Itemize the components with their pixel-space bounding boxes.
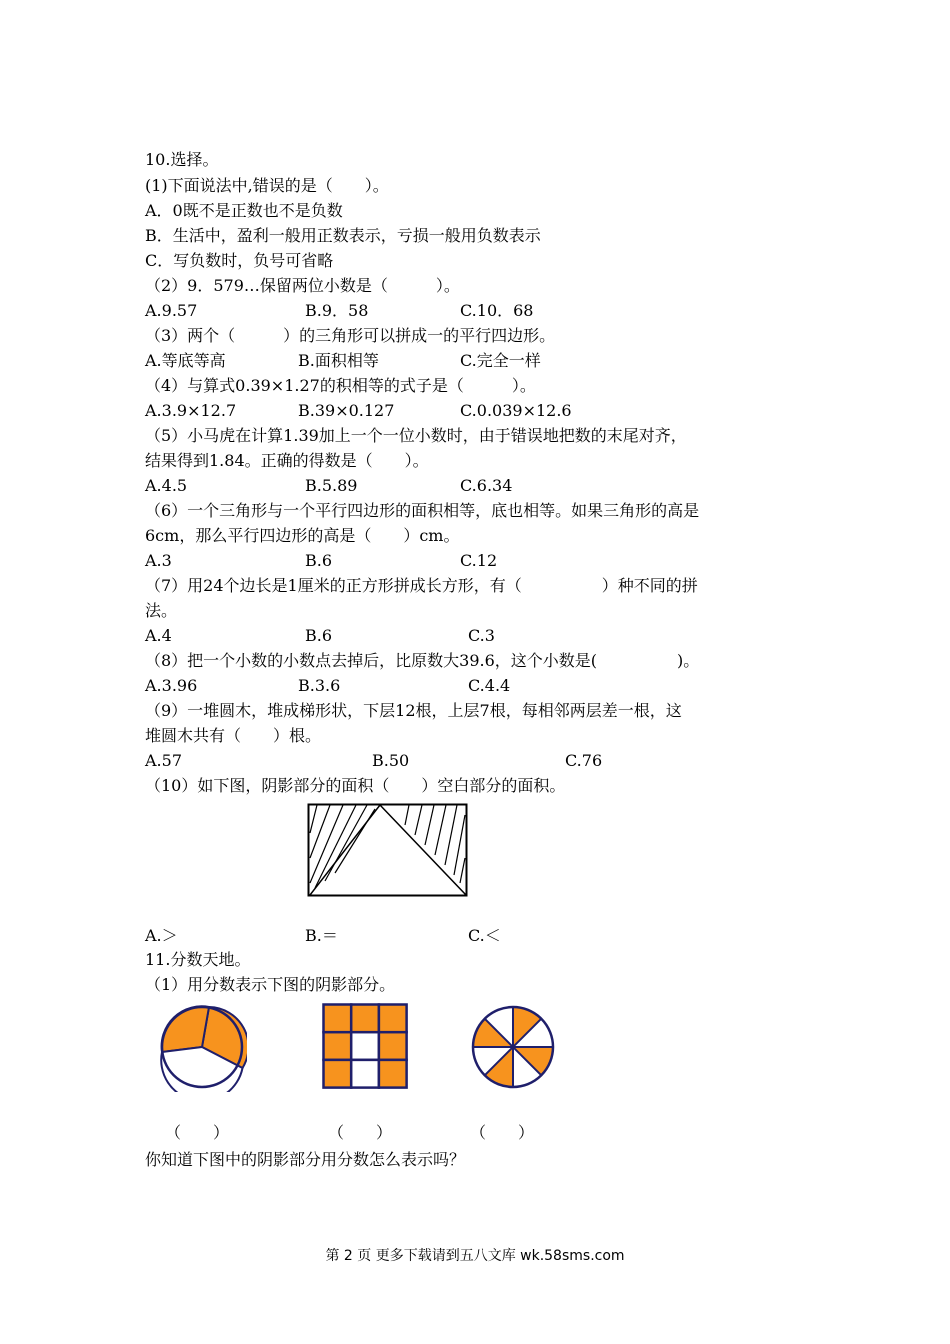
q10-9-option-a: A.57: [145, 751, 182, 770]
q10-8-option-a: A.3.96: [145, 676, 198, 695]
q10-7-option-b: B.6: [305, 626, 333, 645]
q10-10-figure: [307, 803, 469, 897]
shaded-cell: [324, 1005, 352, 1033]
q10-7-option-a: A.4: [145, 626, 172, 645]
q10-1-stem: (1)下面说法中,错误的是（ ）。: [145, 176, 389, 195]
hatch-line: [445, 805, 457, 865]
q10-7-option-c: C.3: [468, 626, 495, 645]
fraction-circle-thirds: [157, 1002, 247, 1092]
q10-title: 10.选择。: [145, 150, 219, 169]
q10-6-stem-line2: 6cm，那么平行四边形的高是（ ）cm。: [145, 526, 460, 545]
hatch-line: [315, 805, 356, 888]
q10-1-option-b: B．生活中，盈利一般用正数表示，亏损一般用负数表示: [145, 226, 541, 245]
q10-5-option-b: B.5.89: [305, 476, 358, 495]
q11-answer-blank-2: （ ）: [328, 1123, 393, 1142]
q10-9-stem-line2: 堆圆木共有（ ）根。: [145, 726, 322, 745]
q11-answer-blank-3: （ ）: [470, 1123, 535, 1142]
hatch-line: [460, 858, 465, 883]
q10-5-stem-line2: 结果得到1.84。正确的得数是（ ）。: [145, 451, 429, 470]
q10-8-option-c: C.4.4: [468, 676, 511, 695]
q10-10-option-b: B.＝: [305, 926, 338, 945]
blank-cell: [351, 1060, 379, 1088]
fraction-grid: [322, 1003, 408, 1089]
q10-10-option-c: C.＜: [468, 926, 501, 945]
q10-3-option-c: C.完全一样: [460, 351, 541, 370]
shaded-cell: [324, 1032, 352, 1060]
hatch-line: [310, 805, 317, 833]
q10-8-stem: （8）把一个小数的小数点去掉后，比原数大39.6，这个小数是( )。: [145, 651, 700, 670]
page-footer: 第 2 页 更多下载请到五八文库 wk.58sms.com: [325, 1248, 625, 1264]
q10-5-option-c: C.6.34: [460, 476, 513, 495]
q11-answer-blank-1: （ ）: [165, 1123, 230, 1142]
shaded-cell: [324, 1060, 352, 1088]
q10-9-stem-line1: （9）一堆圆木，堆成梯形状，下层12根，上层7根，每相邻两层差一根，这: [145, 701, 682, 720]
hatch-line: [325, 805, 367, 881]
q10-4-option-a: A.3.9×12.7: [145, 401, 237, 420]
q10-3-stem: （3）两个（ ）的三角形可以拼成一的平行四边形。: [145, 326, 556, 345]
hatch-line: [405, 805, 409, 825]
shaded-sector: [473, 1019, 513, 1047]
q10-9-option-c: C.76: [565, 751, 603, 770]
shaded-cell: [379, 1060, 407, 1088]
q10-2-option-c: C.10．68: [460, 301, 534, 320]
q10-2-stem: （2）9．579…保留两位小数是（ ）。: [145, 276, 460, 295]
blank-cell: [351, 1032, 379, 1060]
q10-4-stem: （4）与算式0.39×1.27的积相等的式子是（ ）。: [145, 376, 536, 395]
shaded-sector: [513, 1047, 553, 1075]
shaded-cell: [351, 1005, 379, 1033]
q10-10-stem: （10）如下图，阴影部分的面积（ ）空白部分的面积。: [145, 776, 566, 795]
q10-5-option-a: A.4.5: [145, 476, 188, 495]
q11-title: 11.分数天地。: [145, 950, 251, 969]
fraction-circle-eighths: [468, 1002, 558, 1092]
shaded-cell: [379, 1032, 407, 1060]
shaded-sector: [513, 1007, 541, 1047]
q11-1-stem: （1）用分数表示下图的阴影部分。: [145, 975, 396, 994]
q10-2-option-a: A.9.57: [145, 301, 198, 320]
q10-3-option-a: A.等底等高: [145, 351, 226, 370]
q10-7-stem-line2: 法。: [145, 601, 178, 620]
q10-8-option-b: B.3.6: [298, 676, 341, 695]
q10-6-option-c: C.12: [460, 551, 498, 570]
q10-1-option-c: C．写负数时，负号可省略: [145, 251, 334, 270]
hatch-line: [415, 805, 422, 835]
q10-5-stem-line1: （5）小马虎在计算1.39加上一个一位小数时，由于错误地把数的末尾对齐，: [145, 426, 687, 445]
q10-6-option-a: A.3: [145, 551, 172, 570]
hatch-line: [435, 805, 446, 855]
hatch-line: [310, 805, 330, 858]
shaded-cell: [379, 1005, 407, 1033]
shaded-sector: [162, 1006, 209, 1052]
q10-1-option-a: A．0既不是正数也不是负数: [145, 201, 343, 220]
q10-2-option-b: B.9．58: [305, 301, 369, 320]
q10-10-option-a: A.＞: [145, 926, 178, 945]
q10-7-stem-line1: （7）用24个边长是1厘米的正方形拼成长方形，有（ ）种不同的拼: [145, 576, 698, 595]
shaded-sector: [485, 1047, 513, 1087]
q10-4-option-b: B.39×0.127: [298, 401, 395, 420]
q10-6-option-b: B.6: [305, 551, 333, 570]
q10-3-option-b: B.面积相等: [298, 351, 379, 370]
q11-followup: 你知道下图中的阴影部分用分数怎么表示吗？: [145, 1150, 466, 1169]
q10-6-stem-line1: （6）一个三角形与一个平行四边形的面积相等，底也相等。如果三角形的高是: [145, 501, 700, 520]
hatch-line: [425, 805, 434, 845]
q10-4-option-c: C.0.039×12.6: [460, 401, 572, 420]
q10-9-option-b: B.50: [372, 751, 410, 770]
